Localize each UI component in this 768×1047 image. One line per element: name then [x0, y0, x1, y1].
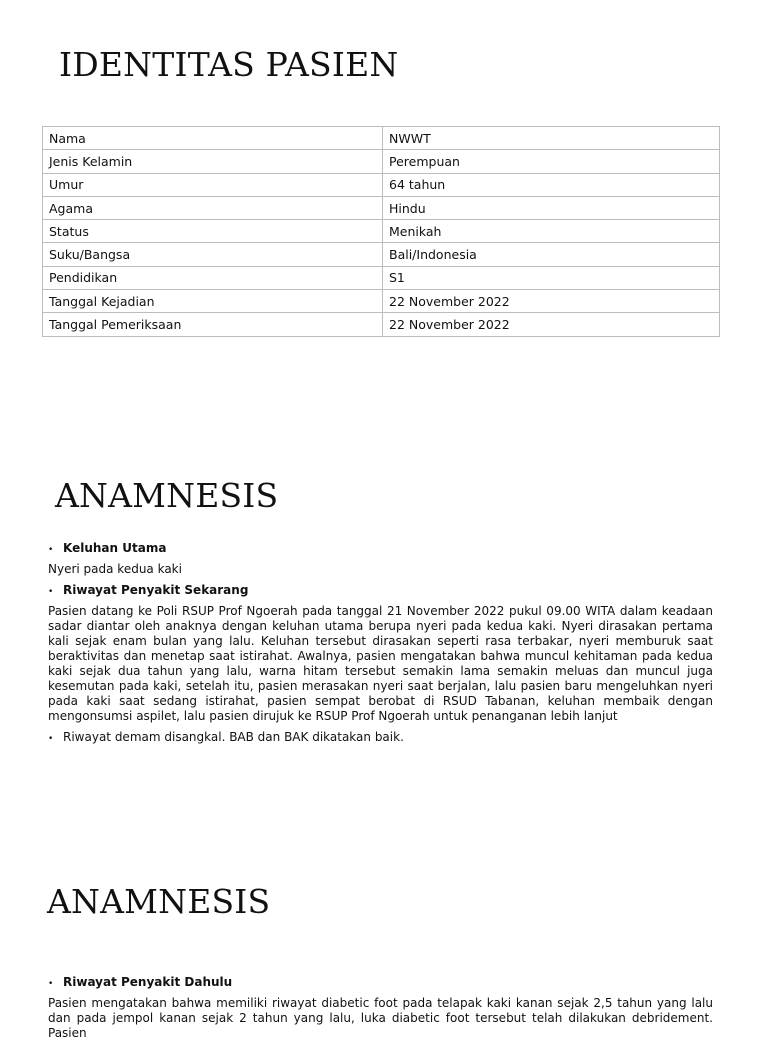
identity-label-cell: Nama	[43, 127, 383, 150]
identity-value-cell: 64 tahun	[383, 173, 720, 196]
bullet-dot: •	[48, 545, 54, 555]
riwayat-demam-text: Riwayat demam disangkal. BAB dan BAK dikatakan baik.	[63, 730, 404, 744]
identity-row	[43, 196, 720, 219]
bullet-dot: •	[48, 734, 54, 744]
identity-row	[43, 290, 720, 313]
anamnesis-body	[48, 975, 713, 1047]
riwayat-penyakit-dahulu-text: Pasien mengatakan bahwa memiliki riwayat diabetic foot pada telapak kaki kanan sejak 2,5 tahun yang lalu dan pada jempol kanan sejak 2 tahun yang lalu, luka diabetic foot tersebut telah dilakukan debridement. Pasien	[48, 996, 713, 1040]
identity-row	[43, 243, 720, 266]
identity-value-cell: Menikah	[383, 220, 720, 243]
identity-value-cell: 22 November 2022	[383, 313, 720, 336]
patient-identity-table	[42, 126, 720, 337]
keluhan-utama-heading: Keluhan Utama	[63, 541, 167, 555]
identity-value-cell: Perempuan	[383, 150, 720, 173]
identity-value-cell: Bali/Indonesia	[383, 243, 720, 266]
identity-row	[43, 220, 720, 243]
slide-title: IDENTITAS PASIEN	[59, 45, 399, 84]
bullet-item	[48, 541, 713, 558]
identity-row	[43, 173, 720, 196]
identity-value-cell: NWWT	[383, 127, 720, 150]
identity-value-cell: 22 November 2022	[383, 290, 720, 313]
identity-label-cell: Suku/Bangsa	[43, 243, 383, 266]
identity-label-cell: Status	[43, 220, 383, 243]
anamnesis-body	[48, 541, 713, 751]
slide-title: ANAMNESIS	[47, 882, 271, 921]
identity-label-cell: Tanggal Pemeriksaan	[43, 313, 383, 336]
bullet-dot: •	[48, 587, 54, 597]
identity-row	[43, 150, 720, 173]
identity-label-cell: Agama	[43, 196, 383, 219]
slide-anamnesis	[0, 440, 768, 820]
identity-value-cell: Hindu	[383, 196, 720, 219]
keluhan-utama-text: Nyeri pada kedua kaki	[48, 562, 182, 576]
slide-title: ANAMNESIS	[55, 476, 279, 515]
bullet-item	[48, 975, 713, 992]
riwayat-penyakit-sekarang-text: Pasien datang ke Poli RSUP Prof Ngoerah pada tanggal 21 November 2022 pukul 09.00 WITA dalam keadaan sadar diantar oleh anaknya dengan keluhan utama berupa nyeri pada kedua kaki. Nyeri dirasakan pertama kali sejak enam bulan yang lalu. Keluhan tersebut dirasakan seperti rasa terbakar, nyeri memburuk saat beraktivitas dan menetap saat istirahat. Awalnya, pasien mengatakan bahwa muncul kehitaman pada kedua kaki sejak dua tahun yang lalu, warna hitam tersebut semakin lama semakin meluas dan muncul juga kesemutan pada kaki, setelah itu, pasien merasakan nyeri saat berjalan, lalu pasien baru mengeluhkan nyeri pada kaki saat sedang istirahat, pasien sempat berobat di RSUD Tabanan, keluhan membaik dengan mengonsumsi aspilet, lalu pasien dirujuk ke RSUP Prof Ngoerah untuk penanganan lebih lanjut	[48, 604, 713, 723]
identity-row	[43, 127, 720, 150]
identity-row	[43, 266, 720, 289]
identity-value-cell: S1	[383, 266, 720, 289]
bullet-item	[48, 730, 713, 747]
identity-row	[43, 313, 720, 336]
slide-identitas-pasien	[0, 0, 768, 420]
riwayat-penyakit-dahulu-heading: Riwayat Penyakit Dahulu	[63, 975, 233, 989]
identity-label-cell: Jenis Kelamin	[43, 150, 383, 173]
identity-label-cell: Tanggal Kejadian	[43, 290, 383, 313]
riwayat-penyakit-sekarang-heading: Riwayat Penyakit Sekarang	[63, 583, 249, 597]
bullet-item	[48, 583, 713, 600]
identity-label-cell: Pendidikan	[43, 266, 383, 289]
bullet-dot: •	[48, 979, 54, 989]
identity-label-cell: Umur	[43, 173, 383, 196]
slide-anamnesis-continued	[0, 860, 768, 1040]
